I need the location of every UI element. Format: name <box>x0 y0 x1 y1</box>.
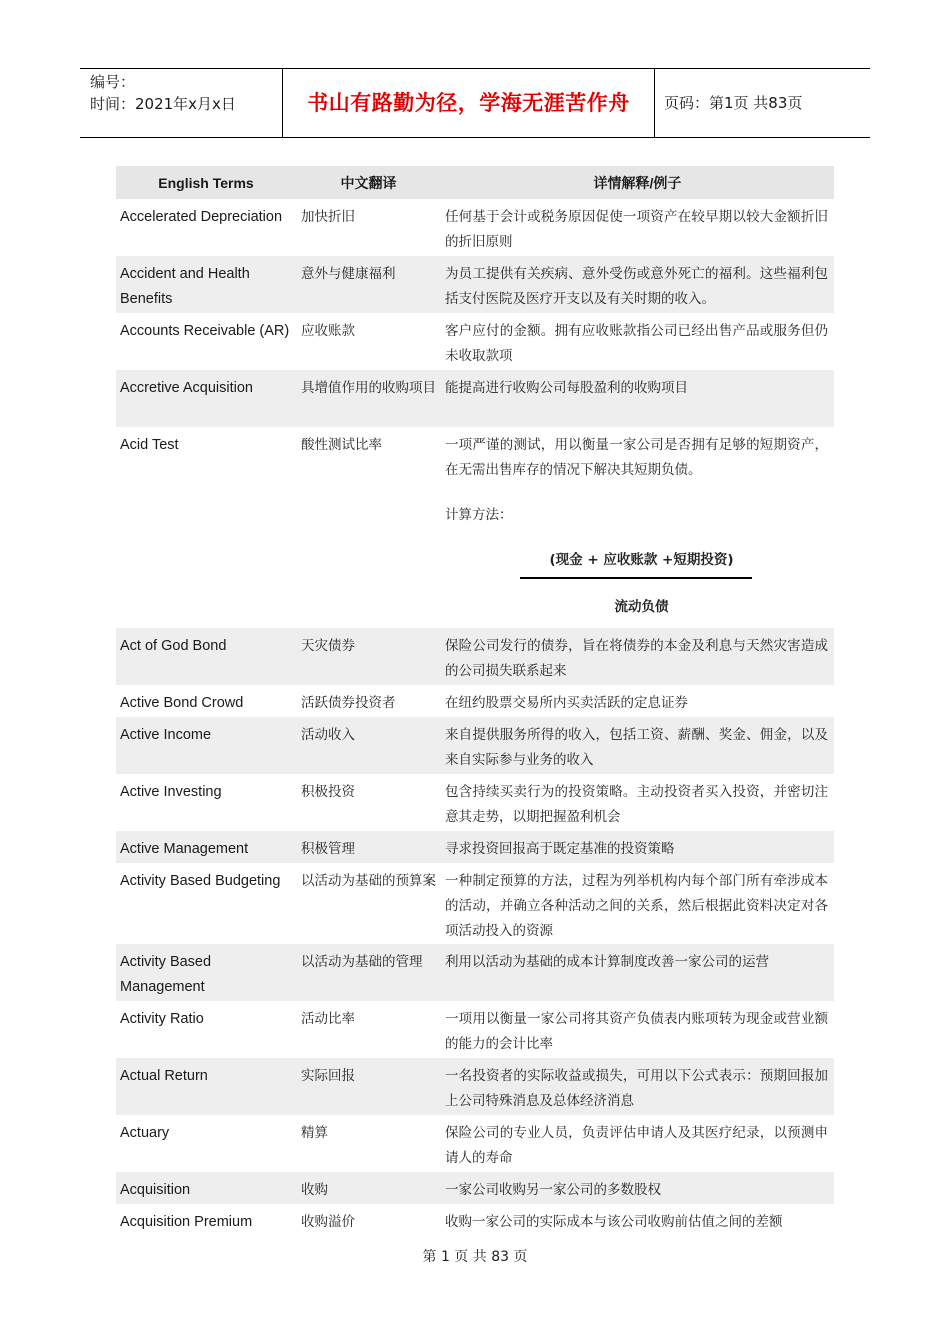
term-english: Accelerated Depreciation <box>120 209 283 225</box>
page-footer: 第 1 页 共 83 页 <box>422 1249 528 1265</box>
term-chinese: 活跃债券投资者 <box>301 695 396 711</box>
table-row <box>116 831 834 863</box>
table-row <box>116 863 834 944</box>
term-chinese: 意外与健康福利 <box>301 266 396 282</box>
term-description <box>441 723 834 774</box>
description-text: 保险公司的专业人员，负责评估申请人及其医疗纪录，以预测申请人的寿命 <box>445 1125 828 1166</box>
term-chinese: 以活动为基础的管理 <box>301 954 423 970</box>
term-chinese: 精算 <box>301 1125 328 1141</box>
table-row <box>116 370 834 427</box>
description-text: 为员工提供有关疾病、意外受伤或意外死亡的福利。这些福利包括支付医院及医疗开支以及有关时期的收入。 <box>445 266 828 307</box>
table-row <box>116 685 834 717</box>
term-description <box>441 780 834 831</box>
description-text: 保险公司发行的债券，旨在将债券的本金及利息与天然灾害造成的公司损失联系起来 <box>445 638 828 679</box>
description-text: 一名投资者的实际收益或损失，可用以下公式表示：预期回报加上公司特殊消息及总体经济消息 <box>445 1068 828 1109</box>
term-description <box>441 1178 834 1204</box>
term-english: Accident and Health Benefits <box>120 266 250 307</box>
term-description <box>441 869 834 944</box>
description-text: 一项用以衡量一家公司将其资产负债表内账项转为现金或营业额的能力的会计比率 <box>445 1011 828 1052</box>
calculation-method-label: 计算方法： <box>445 507 513 523</box>
term-description <box>441 433 834 628</box>
term-english: Active Income <box>120 727 212 743</box>
term-description <box>441 1121 834 1172</box>
description-text: 收购一家公司的实际成本与该公司收购前估值之间的差额 <box>445 1214 783 1230</box>
table-row <box>116 1204 834 1236</box>
term-chinese: 积极投资 <box>301 784 355 800</box>
table-row <box>116 774 834 831</box>
description-text: 一项严谨的测试，用以衡量一家公司是否拥有足够的短期资产，在无需出售库存的情况下解决其短期负债。 <box>445 437 828 478</box>
term-english: Act of God Bond <box>120 638 227 654</box>
table-row <box>116 628 834 685</box>
term-english: Acquisition <box>120 1182 191 1198</box>
term-english: Activity Based Budgeting <box>120 873 281 889</box>
description-text: 包含持续买卖行为的投资策略。主动投资者买入投资，并密切注意其走势，以期把握盈利机会 <box>445 784 828 825</box>
term-chinese: 酸性测试比率 <box>301 437 382 453</box>
table-row <box>116 944 834 1001</box>
table-body <box>116 199 834 1236</box>
time-label: 时间：2021年x月x日 <box>90 95 236 113</box>
number-label: 编号： <box>90 73 136 91</box>
term-description <box>441 691 834 717</box>
term-chinese: 应收账款 <box>301 323 355 339</box>
term-english: Accretive Acquisition <box>120 380 253 396</box>
term-description <box>441 1064 834 1115</box>
term-english: Actual Return <box>120 1068 208 1084</box>
description-text: 在纽约股票交易所内买卖活跃的定息证券 <box>445 695 688 711</box>
term-chinese: 天灾债券 <box>301 638 355 654</box>
table-row <box>116 1001 834 1058</box>
description-text: 利用以活动为基础的成本计算制度改善一家公司的运营 <box>445 954 769 970</box>
term-description <box>441 950 834 1001</box>
term-english: Active Investing <box>120 784 222 800</box>
description-text: 任何基于会计或税务原因促使一项资产在较早期以较大金额折旧的折旧原则 <box>445 209 828 250</box>
table-row <box>116 256 834 313</box>
term-english: Activity Based Management <box>120 954 212 995</box>
term-chinese: 以活动为基础的预算案 <box>301 873 436 889</box>
term-chinese: 积极管理 <box>301 841 355 857</box>
column-header-chinese: 中文翻译 <box>340 175 397 191</box>
term-chinese: 加快折旧 <box>301 209 355 225</box>
term-chinese: 收购溢价 <box>301 1214 355 1230</box>
term-english: Actuary <box>120 1125 170 1141</box>
term-chinese: 活动比率 <box>301 1011 355 1027</box>
term-english: Active Bond Crowd <box>120 695 244 711</box>
table-row <box>116 1172 834 1204</box>
term-description <box>441 262 834 313</box>
description-text: 寻求投资回报高于既定基准的投资策略 <box>445 841 675 857</box>
term-chinese: 收购 <box>301 1182 328 1198</box>
term-chinese: 活动收入 <box>301 727 355 743</box>
table-header <box>116 166 834 199</box>
term-english: Acquisition Premium <box>120 1214 253 1230</box>
formula-denominator: 流动负债 <box>614 599 669 615</box>
term-description <box>441 1210 834 1236</box>
column-header-english: English Terms <box>158 175 254 191</box>
term-english: Acid Test <box>120 437 179 453</box>
term-description <box>441 319 834 370</box>
description-text: 一种制定预算的方法，过程为列举机构内每个部门所有牵涉成本的活动，并确立各种活动之间的关系，然后根据此资料决定对各项活动投入的资源 <box>445 873 828 939</box>
glossary-table <box>116 166 834 1236</box>
description-text: 来自提供服务所得的收入，包括工资、薪酬、奖金、佣金，以及来自实际参与业务的收入 <box>445 727 828 768</box>
description-text: 客户应付的金额。拥有应收账款指公司已经出售产品或服务但仍未收取款项 <box>445 323 828 364</box>
motto: 书山有路勤为径，学海无涯苦作舟 <box>282 69 655 137</box>
table-row <box>116 1058 834 1115</box>
table-row <box>116 1115 834 1172</box>
term-english: Activity Ratio <box>120 1011 204 1027</box>
page-info: 页码：第1页 共83页 <box>664 94 803 112</box>
document-header <box>80 68 870 138</box>
column-header-details: 详情解释/例子 <box>593 175 682 191</box>
term-chinese: 实际回报 <box>301 1068 355 1084</box>
term-chinese: 具增值作用的收购项目 <box>301 380 436 396</box>
description-text: 能提高进行收购公司每股盈利的收购项目 <box>445 380 688 396</box>
description-text: 一家公司收购另一家公司的多数股权 <box>445 1182 661 1198</box>
term-english: Accounts Receivable (AR) <box>120 323 290 339</box>
term-description <box>441 205 834 256</box>
term-english: Active Management <box>120 841 249 857</box>
table-row <box>116 199 834 256</box>
fraction-bar <box>520 577 752 579</box>
table-row <box>116 427 834 628</box>
term-description <box>441 376 834 427</box>
table-row <box>116 313 834 370</box>
term-description <box>441 837 834 863</box>
table-row <box>116 717 834 774</box>
formula-numerator: (现金 + 应收账款 +短期投资) <box>549 552 734 568</box>
header-meta <box>80 69 282 137</box>
term-description <box>441 634 834 685</box>
term-description <box>441 1007 834 1058</box>
